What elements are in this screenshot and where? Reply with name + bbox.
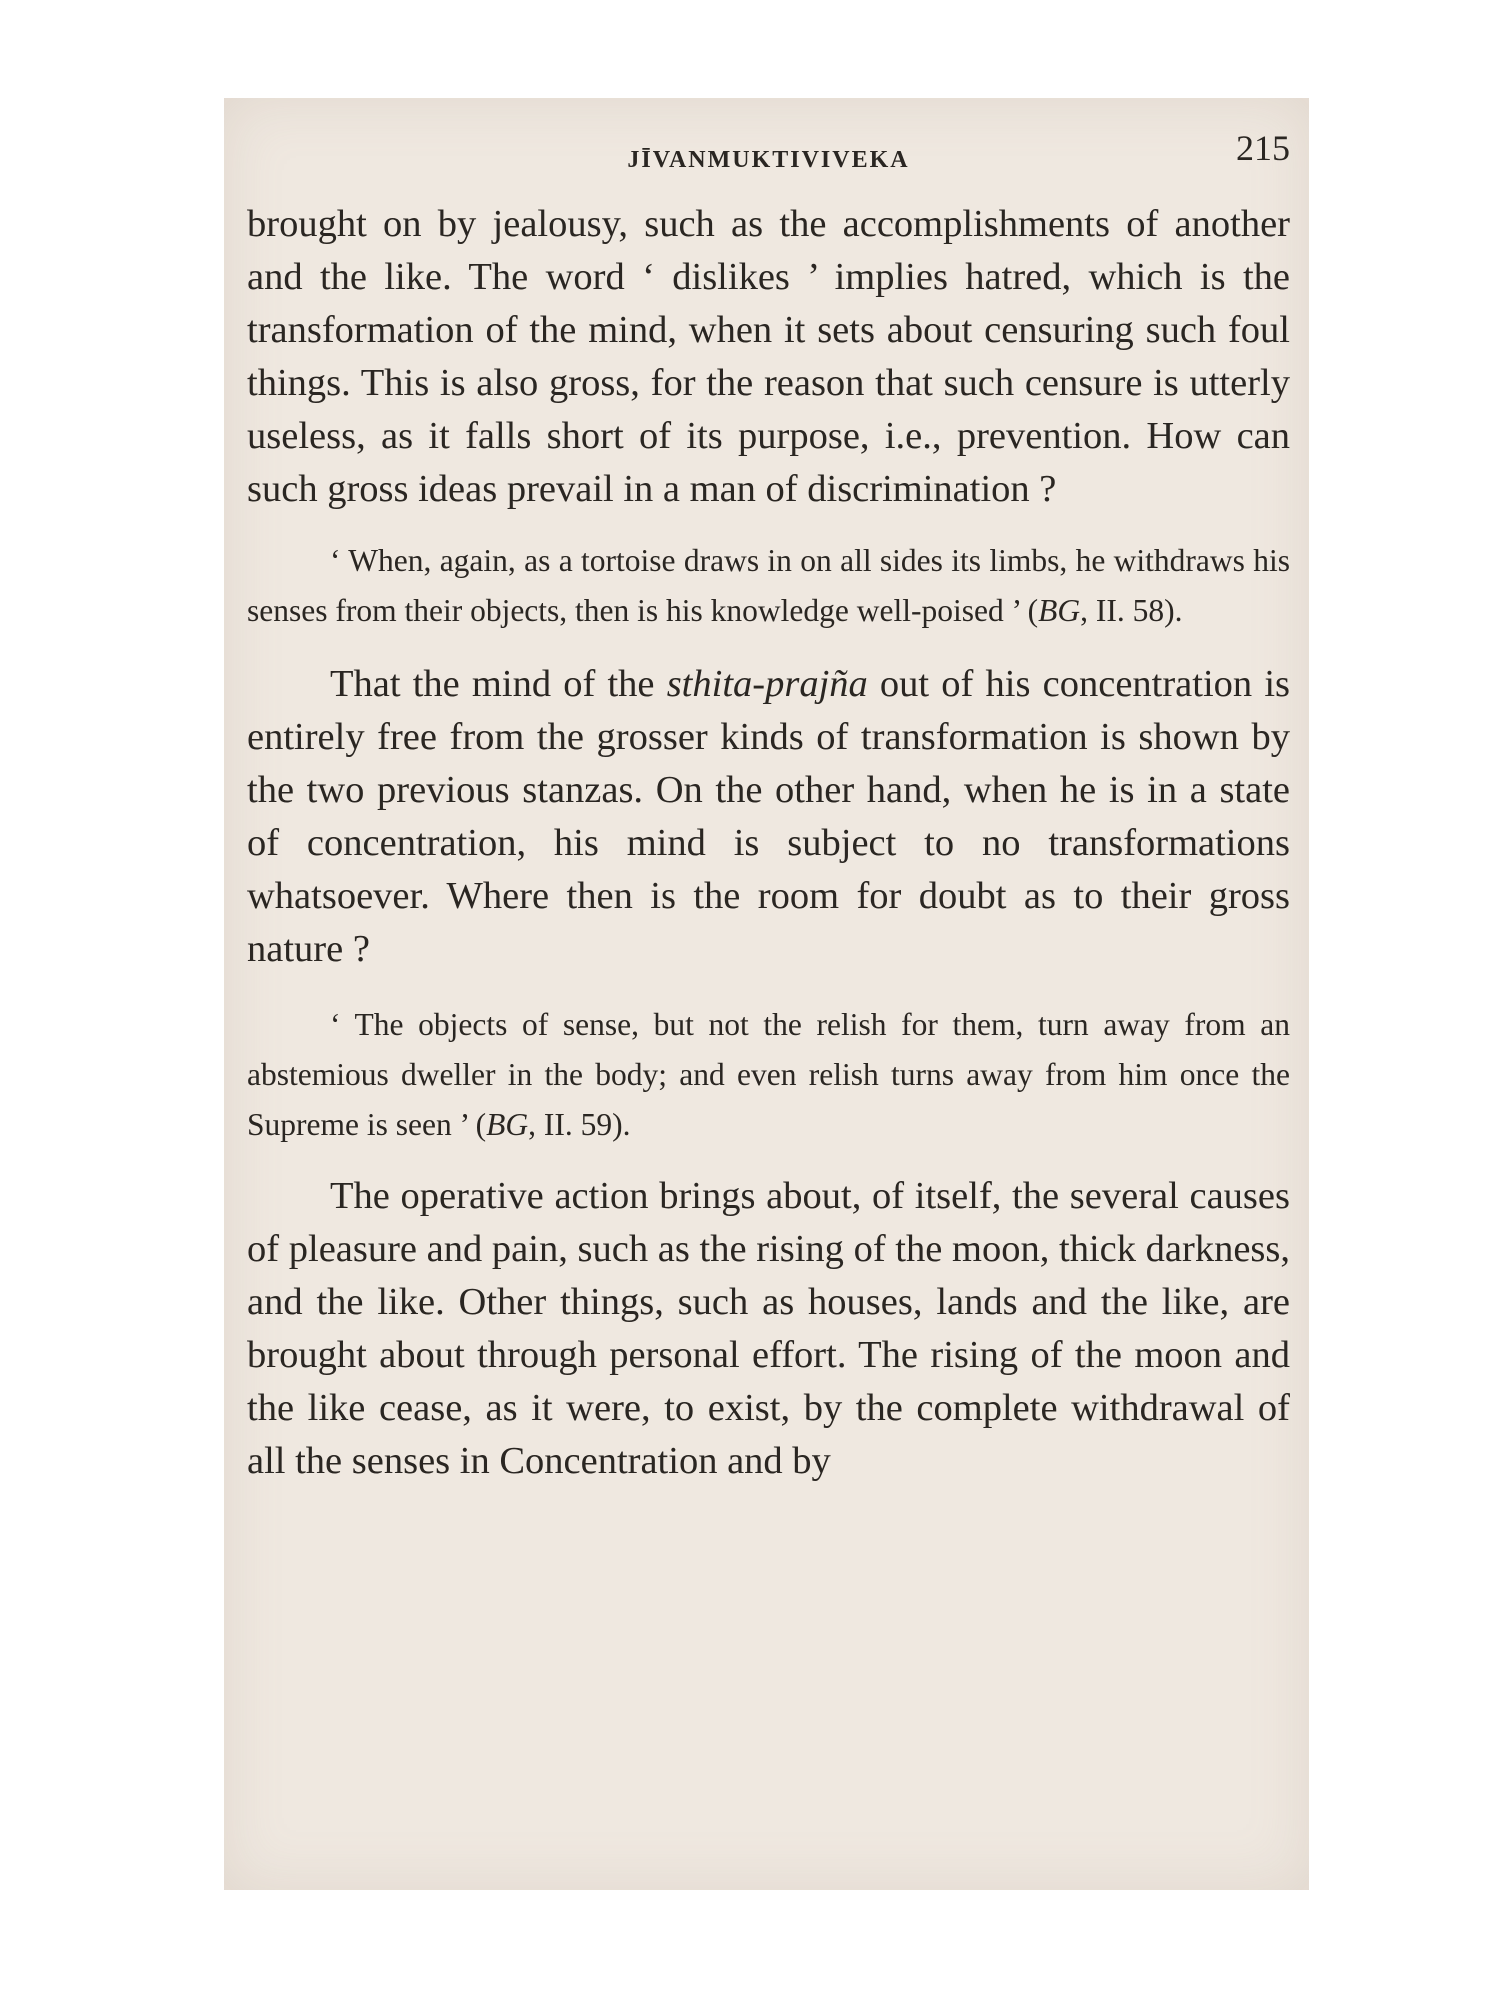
running-title: JĪVANMUKTIVIVEKA bbox=[627, 147, 910, 173]
paragraph-2 bbox=[247, 658, 1290, 976]
quotation-2 bbox=[247, 1000, 1290, 1150]
paragraph-2-rest: out of his concentration is entirely free from the grosser kinds of transformation is shown by the two previous stanzas. On the other hand, when he is in a state of concentration, his mind is subject to no transformations whatsoever. Where then is the room for doubt as to their gross nature ? bbox=[247, 663, 1290, 970]
quotation-2-citation-rest: , II. 59). bbox=[528, 1107, 631, 1142]
sanskrit-term: sthita-prajña bbox=[666, 663, 868, 705]
paragraph-1: brought on by jealousy, such as the accomplishments of another and the like. The word ‘ dislikes ’ implies hatred, which is the transformation of the mind, when it sets about censuring such foul things. This is also gross, for the reason that such censure is utterly useless, as it falls short of its purpose, i.e., prevention. How can such gross ideas prevail in a man of discrimination ? bbox=[247, 203, 1290, 510]
quotation-1 bbox=[247, 536, 1290, 636]
quotation-2-citation-abbr: BG bbox=[486, 1107, 529, 1142]
paragraph-2-start: That the mind of the bbox=[330, 663, 667, 705]
paragraph-3: The operative action brings about, of itself, the several causes of pleasure and pain, such as the rising of the moon, thick darkness, and the like. Other things, such as houses, lands and the like, are brought about through personal effort. The rising of the moon and the like cease, as it were, to exist, by the complete withdrawal of all the senses in Concentration and by bbox=[247, 1175, 1290, 1482]
quotation-1-citation-abbr: BG bbox=[1038, 593, 1081, 628]
quotation-1-citation-rest: , II. 58). bbox=[1080, 593, 1183, 628]
quotation-1-text: ‘ When, again, as a tortoise draws in on all sides its limbs, he withdraws his senses from their objects, then is his knowledge well-poised ’ ( bbox=[247, 543, 1290, 628]
quotation-2-text: ‘ The objects of sense, but not the relish for them, turn away from an abstemious dweller in the body; and even relish turns away from him once the Supreme is seen ’ ( bbox=[247, 1007, 1290, 1142]
page-number: 215 bbox=[1236, 128, 1290, 168]
running-head bbox=[247, 127, 1290, 187]
text-block bbox=[247, 127, 1290, 1488]
book-page bbox=[224, 98, 1309, 1890]
